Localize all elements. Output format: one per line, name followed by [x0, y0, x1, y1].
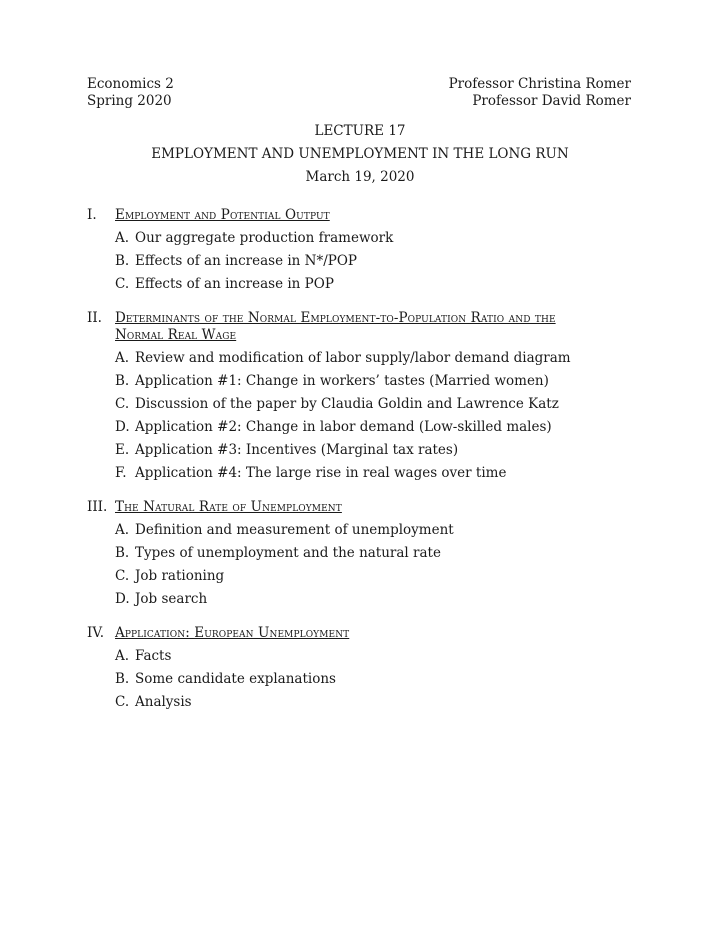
outline-item — [87, 465, 660, 488]
term: Spring 2020 — [87, 93, 172, 109]
outline-item — [87, 694, 660, 717]
item-text: Facts — [135, 648, 172, 664]
item-letter: F. — [115, 465, 127, 481]
item-text: Application #2: Change in labor demand (Low-skilled males) — [135, 419, 552, 435]
outline-item — [87, 591, 660, 614]
item-letter: D. — [115, 591, 130, 607]
item-text: Job rationing — [135, 568, 225, 584]
header-row-1 — [87, 76, 631, 93]
item-text: Job search — [135, 591, 208, 607]
outline-section — [87, 310, 660, 488]
section-title: Determinants of the Normal Employment-to-Population Ratio and the Normal Real Wage — [115, 310, 556, 343]
item-text: Effects of an increase in POP — [135, 276, 334, 292]
item-letter: B. — [115, 373, 130, 389]
section-heading — [87, 310, 660, 344]
lecture-outline — [87, 207, 660, 728]
outline-item — [87, 230, 660, 253]
item-letter: A. — [115, 350, 130, 366]
item-letter: C. — [115, 694, 130, 710]
outline-item — [87, 568, 660, 591]
section-heading — [87, 499, 660, 516]
outline-item — [87, 253, 660, 276]
course-name: Economics 2 — [87, 76, 174, 92]
professor-2: Professor David Romer — [472, 93, 631, 109]
item-letter: B. — [115, 545, 130, 561]
item-text: Our aggregate production framework — [135, 230, 394, 246]
item-letter: C. — [115, 396, 130, 412]
item-text: Analysis — [135, 694, 192, 710]
item-text: Effects of an increase in N*/POP — [135, 253, 358, 269]
section-numeral: III. — [87, 499, 108, 515]
item-letter: C. — [115, 568, 130, 584]
item-letter: E. — [115, 442, 130, 458]
outline-item — [87, 442, 660, 465]
item-text: Definition and measurement of unemployment — [135, 522, 454, 538]
section-title: Application: European Unemployment — [115, 625, 350, 641]
professor-1: Professor Christina Romer — [448, 76, 631, 92]
section-heading — [87, 207, 660, 224]
outline-item — [87, 671, 660, 694]
item-text: Discussion of the paper by Claudia Goldin and Lawrence Katz — [135, 396, 559, 412]
outline-section — [87, 207, 660, 299]
item-text: Application #3: Incentives (Marginal tax rates) — [135, 442, 459, 458]
outline-item — [87, 522, 660, 545]
lecture-topic: EMPLOYMENT AND UNEMPLOYMENT IN THE LONG RUN — [151, 146, 569, 162]
item-text: Types of unemployment and the natural rate — [135, 545, 441, 561]
document-header — [87, 76, 631, 110]
outline-item — [87, 648, 660, 671]
lecture-number: LECTURE 17 — [314, 123, 406, 139]
item-letter: B. — [115, 253, 130, 269]
outline-item — [87, 545, 660, 568]
outline-section — [87, 499, 660, 614]
title-block — [0, 123, 720, 192]
outline-item — [87, 276, 660, 299]
item-letter: C. — [115, 276, 130, 292]
item-text: Some candidate explanations — [135, 671, 336, 687]
item-letter: A. — [115, 230, 130, 246]
item-letter: B. — [115, 671, 130, 687]
section-title: The Natural Rate of Unemployment — [115, 499, 342, 515]
lecture-date: March 19, 2020 — [305, 169, 415, 185]
item-text: Application #4: The large rise in real wages over time — [135, 465, 507, 481]
outline-item — [87, 350, 660, 373]
section-title: Employment and Potential Output — [115, 207, 330, 223]
item-text: Application #1: Change in workers’ tastes (Married women) — [135, 373, 549, 389]
item-letter: A. — [115, 522, 130, 538]
outline-section — [87, 625, 660, 717]
section-numeral: I. — [87, 207, 97, 223]
header-row-2 — [87, 93, 631, 110]
outline-item — [87, 419, 660, 442]
item-letter: D. — [115, 419, 130, 435]
section-numeral: II. — [87, 310, 102, 326]
item-letter: A. — [115, 648, 130, 664]
section-numeral: IV. — [87, 625, 105, 641]
item-text: Review and modification of labor supply/labor demand diagram — [135, 350, 571, 366]
section-heading — [87, 625, 660, 642]
outline-item — [87, 373, 660, 396]
outline-item — [87, 396, 660, 419]
